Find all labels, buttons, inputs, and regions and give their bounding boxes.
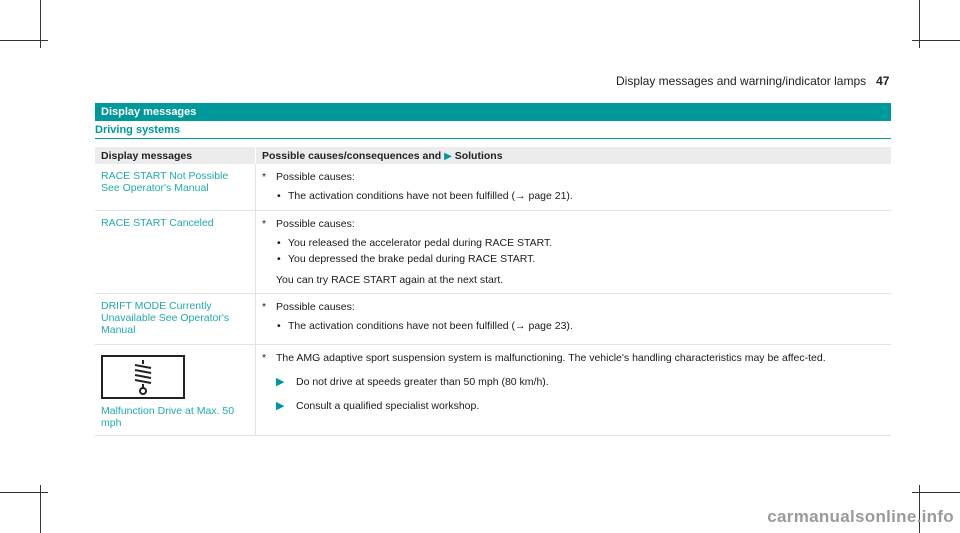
display-message: RACE START Canceled xyxy=(101,217,214,229)
subsection-title: Driving systems xyxy=(95,124,891,139)
list-item: • The activation conditions have not been fulfilled (→ page 21). xyxy=(288,188,885,204)
cause-label-text: Possible causes: xyxy=(276,171,355,183)
table-row xyxy=(95,164,891,211)
message-cell xyxy=(95,294,256,345)
running-header xyxy=(616,74,889,88)
message-cell xyxy=(95,211,256,294)
messages-table xyxy=(95,147,891,436)
message-cell xyxy=(95,164,256,211)
causes-cell xyxy=(256,211,892,294)
column-header-causes-text: Possible causes/consequences and xyxy=(262,149,442,162)
crop-mark xyxy=(912,492,960,493)
watermark: carmanualsonline.info xyxy=(767,507,954,526)
message-cell xyxy=(95,345,256,436)
display-message: Malfunction Drive at Max. 50 mph xyxy=(101,405,235,429)
cause-label-text: Possible causes: xyxy=(276,218,355,230)
note-text: You can try RACE START again at the next start. xyxy=(276,274,504,286)
table-row xyxy=(95,294,891,345)
cause-label: * Possible causes: xyxy=(262,171,355,183)
table-row xyxy=(95,211,891,294)
action-item xyxy=(262,375,885,389)
page-number: 47 xyxy=(876,74,890,88)
table-row xyxy=(95,345,891,436)
column-header-causes xyxy=(256,147,892,164)
display-message: RACE START Not Possible See Operator's Manual xyxy=(101,170,229,194)
cause-list xyxy=(262,318,885,334)
list-item: • You released the accelerator pedal during RACE START. xyxy=(288,235,885,251)
causes-cell xyxy=(256,164,892,211)
cause-label-text: Possible causes: xyxy=(276,301,355,313)
causes-cell xyxy=(256,345,892,436)
section-title: Display messages xyxy=(95,103,891,121)
column-header-solutions-text: Solutions xyxy=(454,149,503,162)
crop-mark xyxy=(0,40,48,41)
cause-label: * Possible causes: xyxy=(262,301,355,313)
crop-mark xyxy=(0,492,48,493)
cause-label: * Possible causes: xyxy=(262,218,355,230)
cause-text: The AMG adaptive sport suspension system is malfunctioning. The vehicle's handling characteristics may be affec-ted. xyxy=(276,352,826,364)
table-header-row xyxy=(95,147,891,164)
action-text: Do not drive at speeds greater than 50 mph (80 km/h). xyxy=(296,376,549,388)
display-message: DRIFT MODE Currently Unavailable See Operator's Manual xyxy=(101,300,230,336)
play-arrow-icon: ▶ xyxy=(444,150,452,162)
suspension-spring-icon xyxy=(101,355,185,399)
list-item: • The activation conditions have not been fulfilled (→ page 23). xyxy=(288,318,885,334)
cause-list xyxy=(262,235,885,267)
play-arrow-icon: ▶ xyxy=(276,400,285,412)
running-title: Display messages and warning/indicator lamps xyxy=(616,74,867,88)
causes-cell xyxy=(256,294,892,345)
cause-list xyxy=(262,188,885,204)
play-arrow-icon: ▶ xyxy=(276,376,285,388)
action-item xyxy=(262,399,885,413)
column-header-display-messages: Display messages xyxy=(95,147,256,164)
cause-label: * The AMG adaptive sport suspension system is malfunctioning. The vehicle's handling characteristics may be affec-ted. xyxy=(262,352,826,364)
crop-mark xyxy=(912,40,960,41)
action-text: Consult a qualified specialist workshop. xyxy=(296,400,480,412)
list-item: • You depressed the brake pedal during RACE START. xyxy=(288,251,885,267)
